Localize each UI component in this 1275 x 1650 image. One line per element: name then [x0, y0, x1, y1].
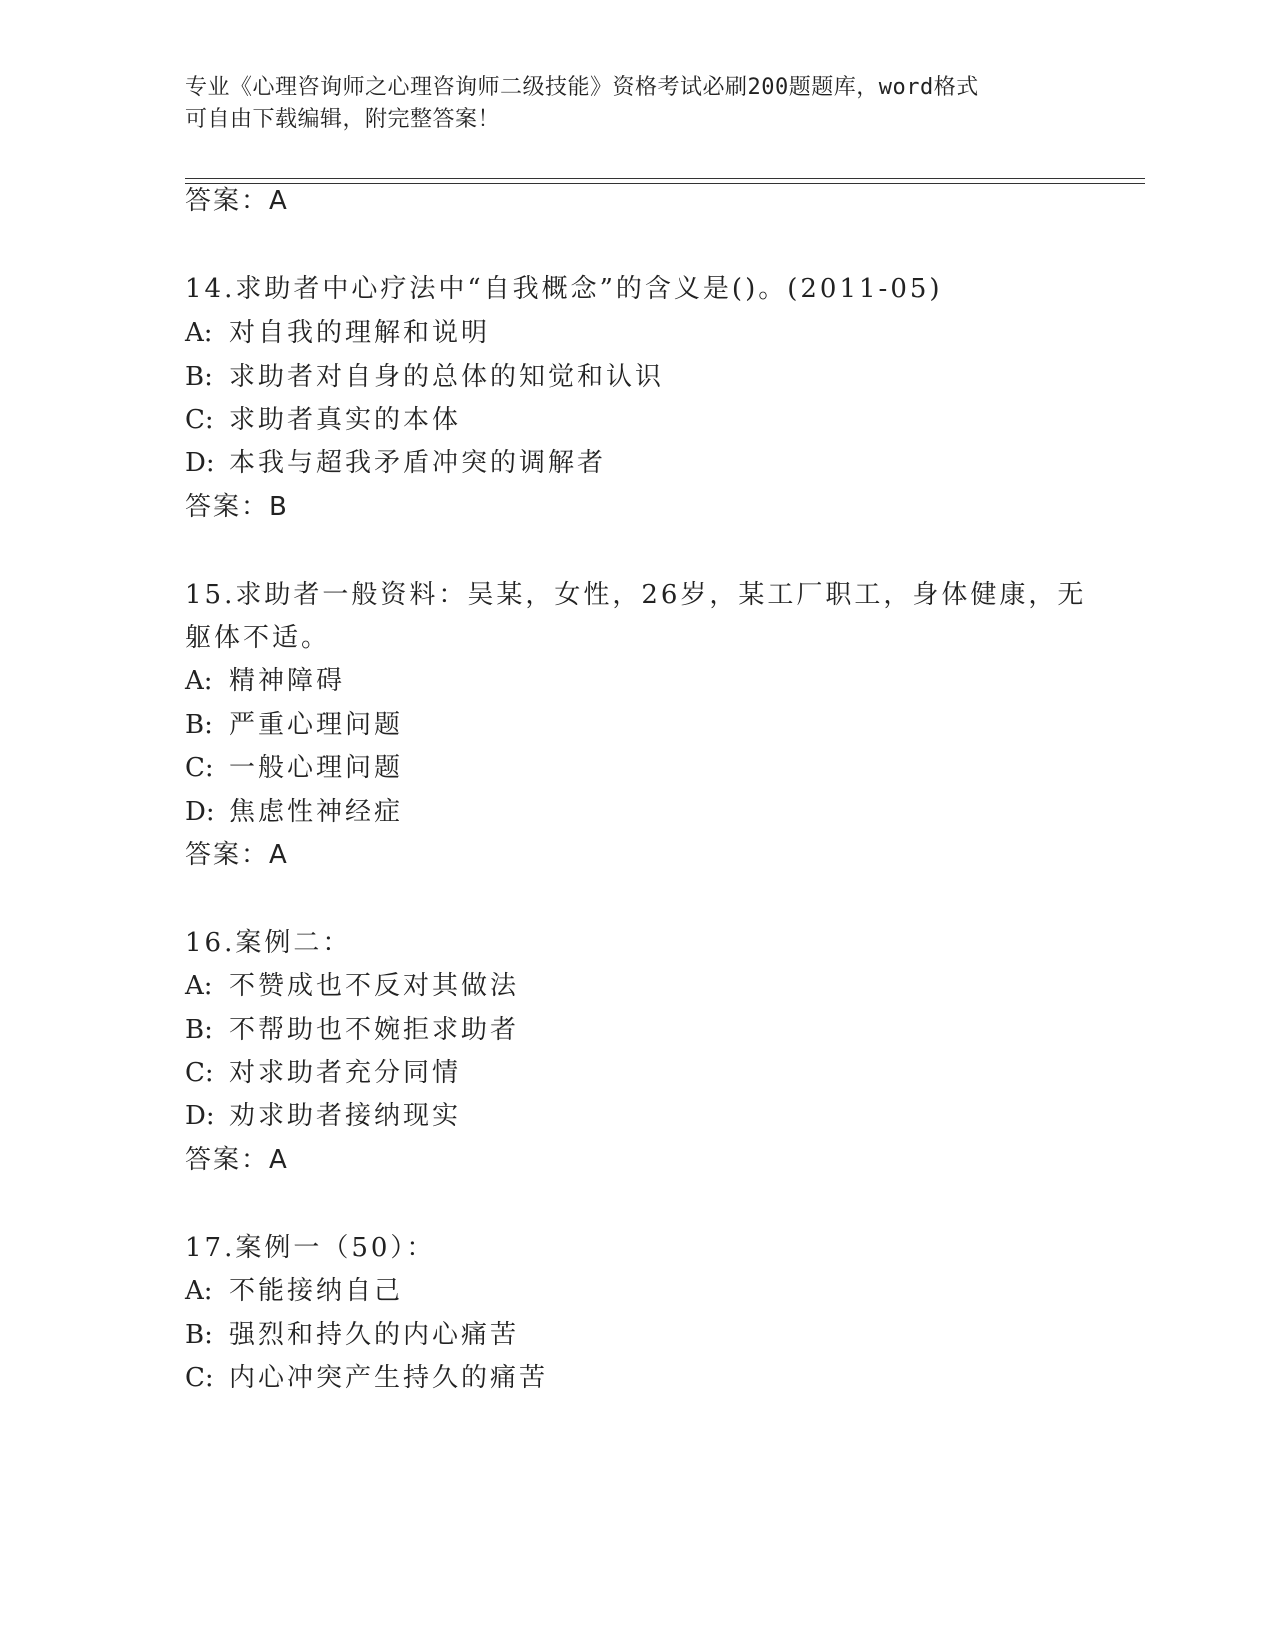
option-text: 求助者对自身的总体的知觉和认识 [229, 362, 665, 392]
option-text: 对求助者充分同情 [229, 1058, 462, 1088]
option-key: B: [185, 362, 213, 392]
question-15-option-a [185, 664, 345, 698]
option-text: 不能接纳自己 [229, 1276, 404, 1306]
option-text: 内心冲突产生持久的痛苦 [229, 1363, 549, 1393]
question-17-option-a [185, 1274, 403, 1308]
question-17-stem: 17.案例一（50）： [185, 1233, 436, 1263]
option-text: 劝求助者接纳现实 [229, 1101, 462, 1131]
option-text: 严重心理问题 [229, 710, 404, 740]
question-16-option-d [185, 1099, 461, 1133]
question-15-option-c [185, 751, 403, 785]
document-header [185, 72, 1085, 136]
question-17-option-b [185, 1318, 519, 1352]
option-key: B: [185, 710, 213, 740]
option-key: A: [185, 318, 213, 348]
question-14-option-b [185, 360, 664, 394]
option-text: 精神障碍 [229, 666, 346, 696]
option-text: 不帮助也不婉拒求助者 [229, 1015, 520, 1045]
option-key: D: [185, 448, 215, 478]
option-key: C: [185, 753, 214, 783]
option-key: A: [185, 971, 213, 1001]
question-14-option-d [185, 446, 606, 480]
option-text: 焦虑性神经症 [229, 797, 404, 827]
question-15-stem-line-2: 躯体不适。 [185, 623, 331, 653]
option-key: B: [185, 1320, 213, 1350]
option-text: 不赞成也不反对其做法 [229, 971, 520, 1001]
header-line-2: 可自由下载编辑，附完整答案！ [185, 107, 501, 132]
option-key: B: [185, 1015, 213, 1045]
option-text: 对自我的理解和说明 [229, 318, 491, 348]
header-line-1: 专业《心理咨询师之心理咨询师二级技能》资格考试必刷200题题库，word格式 [185, 75, 979, 100]
question-16-option-a [185, 969, 519, 1003]
option-key: C: [185, 405, 214, 435]
question-15-answer: 答案：A [185, 840, 289, 870]
question-16-option-c [185, 1056, 461, 1090]
option-text: 强烈和持久的内心痛苦 [229, 1320, 520, 1350]
question-14-stem: 14.求助者中心疗法中“自我概念”的含义是()。(2011-05) [185, 274, 943, 304]
question-14-option-c [185, 403, 461, 437]
question-15-stem-line-1: 15.求助者一般资料：吴某，女性，26岁，某工厂职工，身体健康，无 [185, 580, 1087, 610]
option-key: D: [185, 797, 215, 827]
question-17-option-c [185, 1361, 548, 1395]
option-key: A: [185, 1276, 213, 1306]
option-text: 求助者真实的本体 [229, 405, 462, 435]
question-14-answer: 答案：B [185, 492, 289, 522]
option-key: A: [185, 666, 213, 696]
question-15-option-d [185, 795, 403, 829]
header-divider-top [185, 178, 1145, 179]
question-16-option-b [185, 1013, 519, 1047]
question-16-answer: 答案：A [185, 1145, 289, 1175]
question-16-stem: 16.案例二： [185, 928, 352, 958]
question-15-option-b [185, 708, 403, 742]
question-14-option-a [185, 316, 490, 350]
option-key: C: [185, 1363, 214, 1393]
previous-answer: 答案：A [185, 186, 289, 216]
option-text: 本我与超我矛盾冲突的调解者 [229, 448, 607, 478]
option-key: D: [185, 1101, 215, 1131]
option-text: 一般心理问题 [229, 753, 404, 783]
header-divider-bottom [185, 183, 1145, 184]
option-key: C: [185, 1058, 214, 1088]
